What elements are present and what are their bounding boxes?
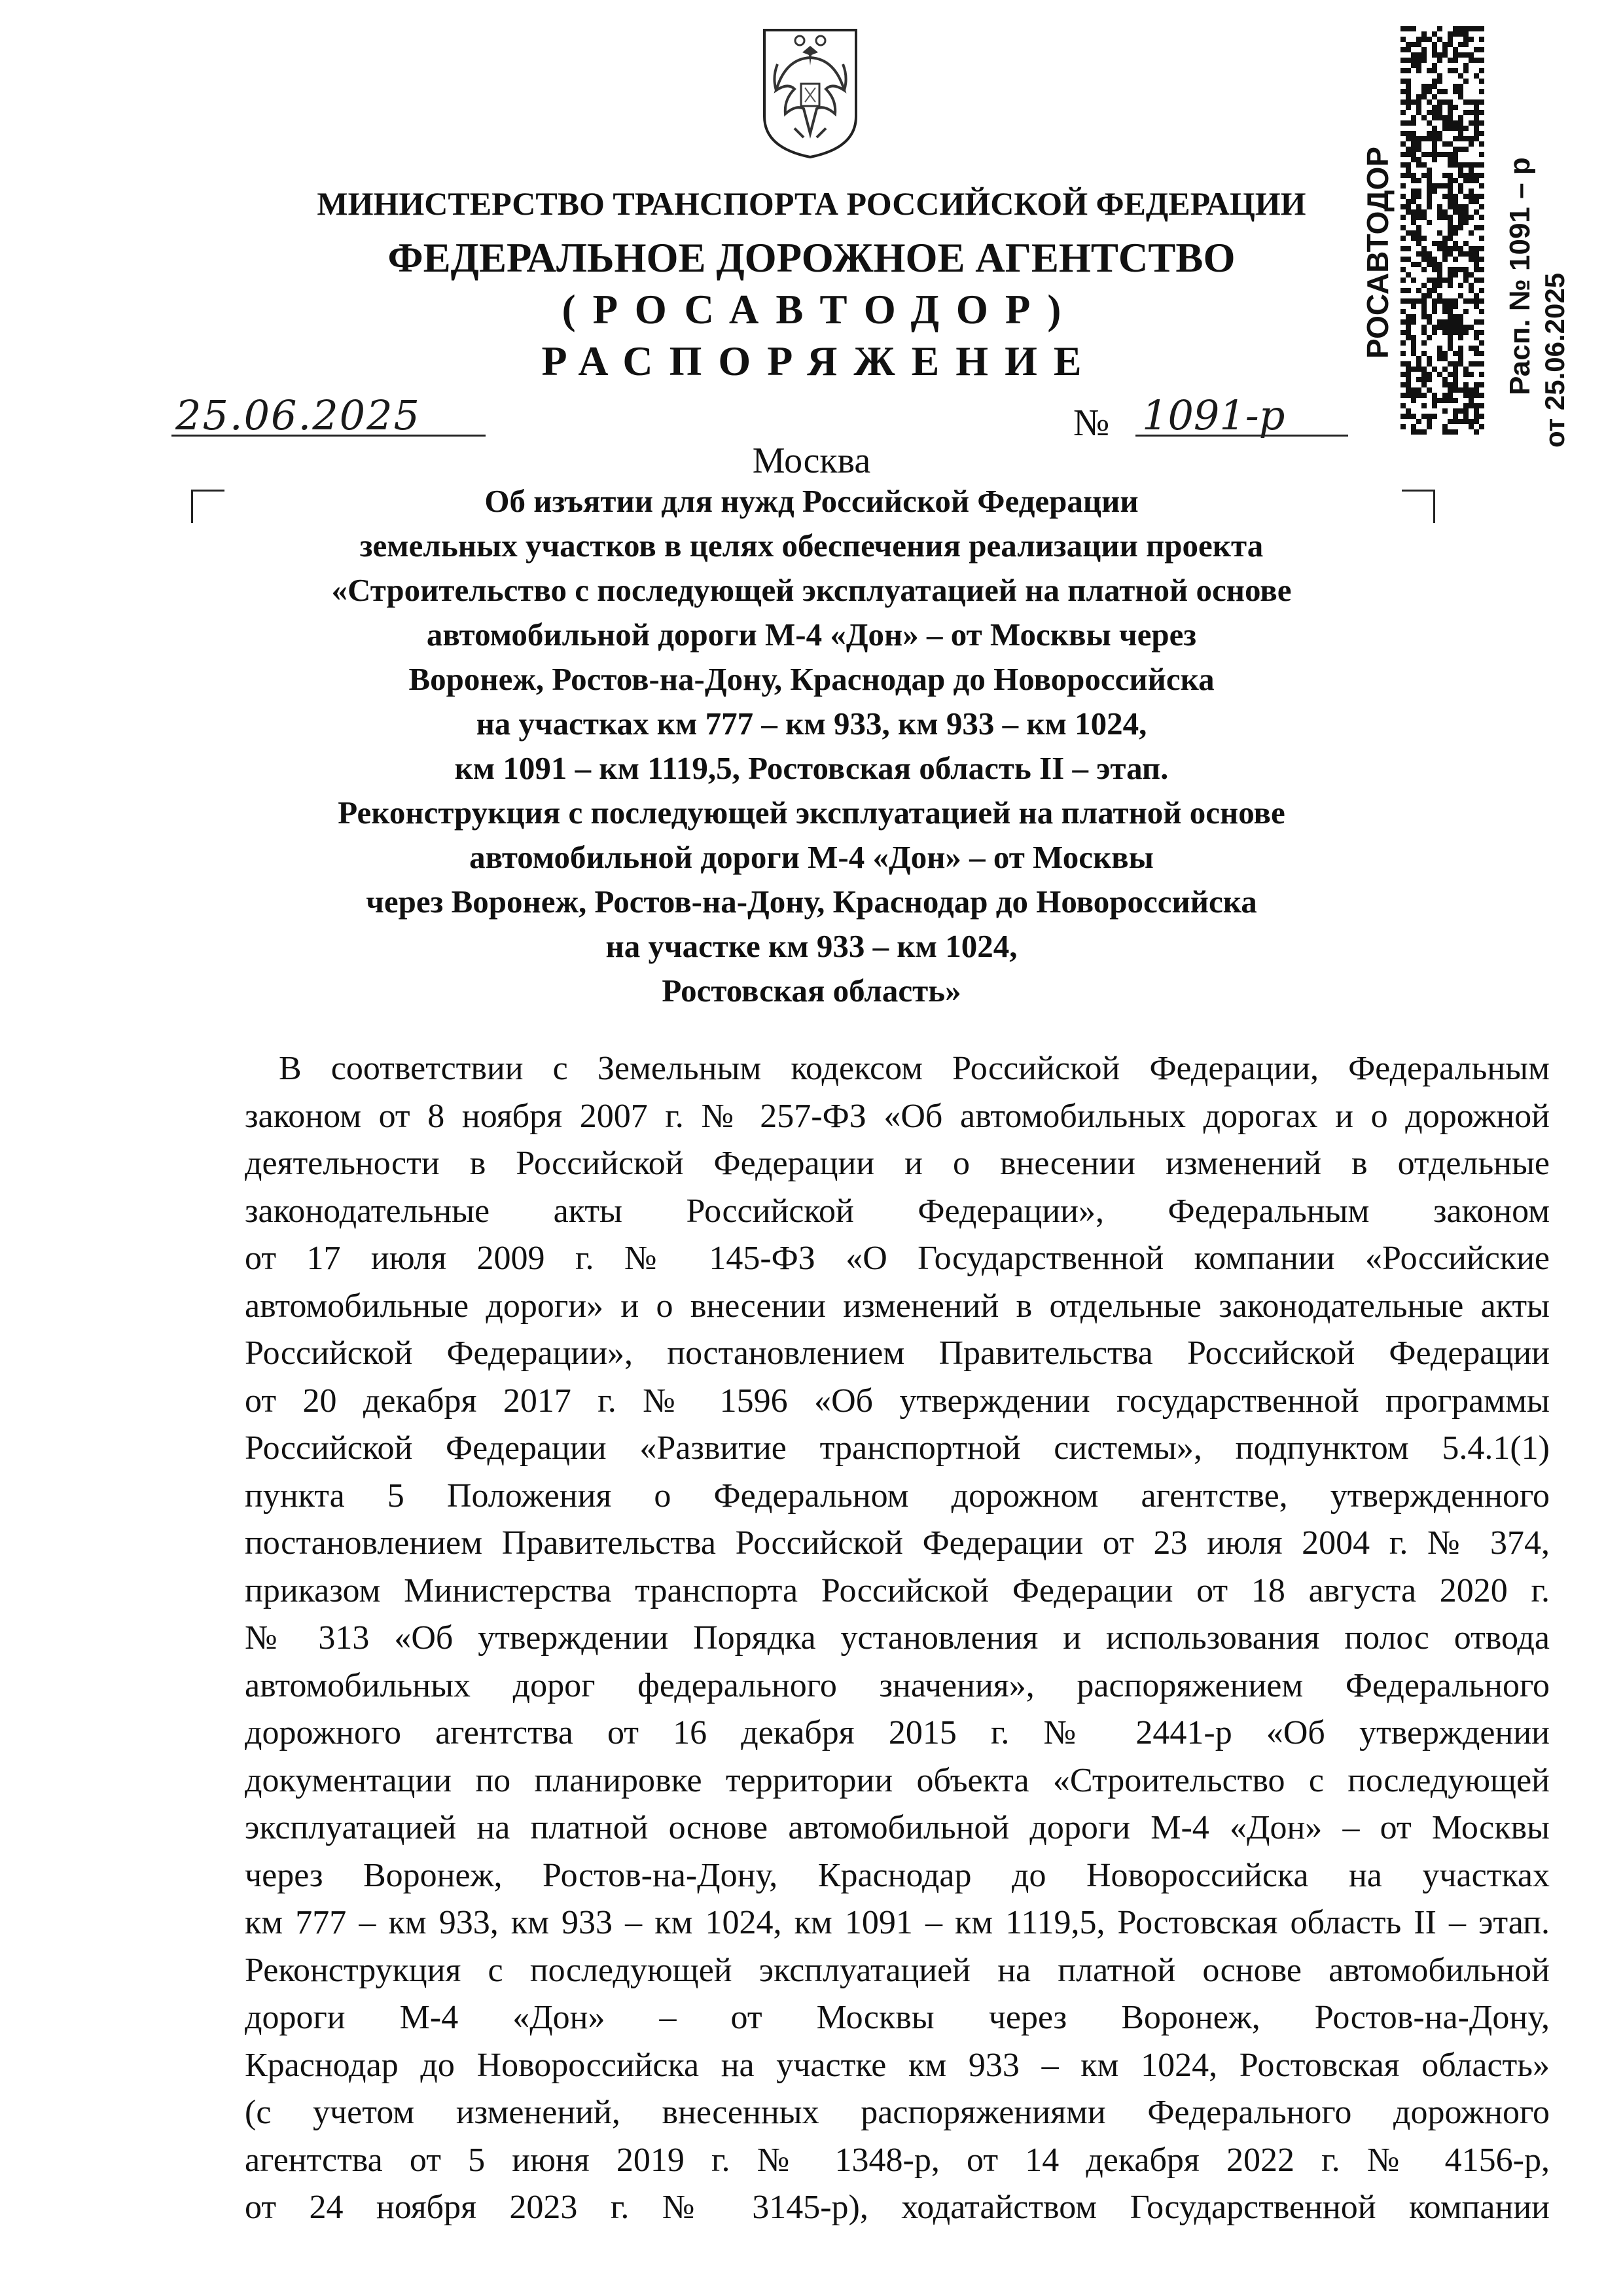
subject-line: Реконструкция с последующей эксплуатацией на платной основе bbox=[338, 795, 1285, 831]
body-line: постановлением Правительства Российской Федерации от 23 июля 2004 г. № 374, bbox=[245, 1524, 1550, 1562]
body-line: агентства от 5 июня 2019 г. № 1348-р, от 14 декабря 2022 г. № 4156-р, bbox=[245, 2141, 1550, 2179]
city-name: Москва bbox=[752, 440, 871, 481]
subject-line: Ростовская область» bbox=[662, 973, 961, 1009]
body-line: (с учетом изменений, внесенных распоряжениями Федерального дорожного bbox=[245, 2094, 1550, 2131]
coat-of-arms-emblem bbox=[738, 18, 882, 162]
body-line: деятельности в Российской Федерации и о внесении изменений в отдельные bbox=[245, 1145, 1550, 1182]
body-line: Российской Федерации», постановлением Правительства Российской Федерации bbox=[245, 1335, 1550, 1372]
body-line: законодательные акты Российской Федерации», Федеральным законом bbox=[245, 1192, 1550, 1230]
body-line: документации по планировке территории объекта «Строительство с последующей bbox=[245, 1761, 1550, 1799]
body-line: дороги М-4 «Дон» – от Москвы через Воронеж, Ростов-на-Дону, bbox=[245, 1999, 1550, 2036]
body-line: Российской Федерации «Развитие транспортной системы», подпунктом 5.4.1(1) bbox=[245, 1429, 1550, 1467]
subject-line: автомобильной дороги М-4 «Дон» – от Москвы через bbox=[426, 617, 1197, 653]
subject-line: «Строительство с последующей эксплуатацией на платной основе bbox=[331, 572, 1292, 608]
number-label: № bbox=[1073, 401, 1110, 444]
body-line: от 20 декабря 2017 г. № 1596 «Об утверждении государственной программы bbox=[245, 1382, 1550, 1420]
body-line: автомобильные дороги» и о внесении изменений в отдельные законодательные акты bbox=[245, 1287, 1550, 1325]
document-type-title: РАСПОРЯЖЕНИЕ bbox=[541, 338, 1098, 384]
body-line: км 777 – км 933, км 933 – км 1024, км 1091 – км 1119,5, Ростовская область II – этап. bbox=[245, 1904, 1550, 1941]
subject-line: земельных участков в целях обеспечения реализации проекта bbox=[359, 528, 1264, 564]
body-line: В соответствии с Земельным кодексом Российской Федерации, Федеральным bbox=[279, 1050, 1550, 1087]
subject-line: на участках км 777 – км 933, км 933 – км 1024, bbox=[476, 706, 1147, 742]
stamp-document-date: от 25.06.2025 bbox=[1539, 272, 1570, 448]
date-underline bbox=[171, 435, 486, 437]
body-line: автомобильных дорог федерального значения», распоряжением Федерального bbox=[245, 1666, 1550, 1704]
stamp-organization: РОСАВТОДОР bbox=[1361, 147, 1395, 359]
body-line: от 24 ноября 2023 г. № 3145-р), ходатайством Государственной компании bbox=[245, 2189, 1550, 2226]
subject-line: на участке км 933 – км 1024, bbox=[605, 928, 1018, 964]
body-line: дорожного агентства от 16 декабря 2015 г. № 2441-р «Об утверждении bbox=[245, 1714, 1550, 1751]
body-line: Краснодар до Новороссийска на участке км 933 – км 1024, Ростовская область» bbox=[245, 2046, 1550, 2084]
subject-line: автомобильной дороги М-4 «Дон» – от Москвы bbox=[469, 839, 1154, 875]
body-line: через Воронеж, Ростов-на-Дону, Краснодар до Новороссийска на участках bbox=[245, 1856, 1550, 1894]
subject-line: через Воронеж, Ростов-на-Дону, Краснодар до Новороссийска bbox=[366, 884, 1257, 920]
agency-short-title: (РОСАВТОДОР) bbox=[562, 287, 1079, 332]
handwritten-date: 25.06.2025 bbox=[175, 391, 421, 439]
subject-line: Об изъятии для нужд Российской Федерации bbox=[484, 483, 1139, 519]
body-line: от 17 июля 2009 г. № 145-ФЗ «О Государственной компании «Российские bbox=[245, 1240, 1550, 1277]
document-subject bbox=[196, 479, 1427, 1013]
body-line: Реконструкция с последующей эксплуатацией на платной основе автомобильной bbox=[245, 1951, 1550, 1989]
body-line: № 313 «Об утверждении Порядка установления и использования полос отвода bbox=[245, 1619, 1550, 1657]
body-line: приказом Министерства транспорта Российской Федерации от 18 августа 2020 г. bbox=[245, 1571, 1550, 1609]
subject-line: км 1091 – км 1119,5, Ростовская область II – этап. bbox=[454, 750, 1169, 786]
stamp-document-number: Расп. № 1091 – р bbox=[1504, 157, 1536, 395]
agency-title: ФЕДЕРАЛЬНОЕ ДОРОЖНОЕ АГЕНТСТВО bbox=[387, 235, 1236, 281]
subject-line: Воронеж, Ростов-на-Дону, Краснодар до Новороссийска bbox=[408, 661, 1215, 697]
body-line: эксплуатацией на платной основе автомобильной дороги М-4 «Дон» – от Москвы bbox=[245, 1809, 1550, 1846]
document-body bbox=[245, 1045, 1550, 2232]
handwritten-number: 1091-р bbox=[1142, 391, 1285, 439]
body-line: законом от 8 ноября 2007 г. № 257-ФЗ «Об автомобильных дорогах и о дорожной bbox=[245, 1097, 1550, 1135]
number-underline bbox=[1135, 435, 1348, 437]
ministry-title: МИНИСТЕРСТВО ТРАНСПОРТА РОССИЙСКОЙ ФЕДЕРАЦИИ bbox=[317, 185, 1306, 222]
body-line: пункта 5 Положения о Федеральном дорожном агентстве, утвержденного bbox=[245, 1477, 1550, 1515]
registration-barcode bbox=[1400, 26, 1484, 435]
